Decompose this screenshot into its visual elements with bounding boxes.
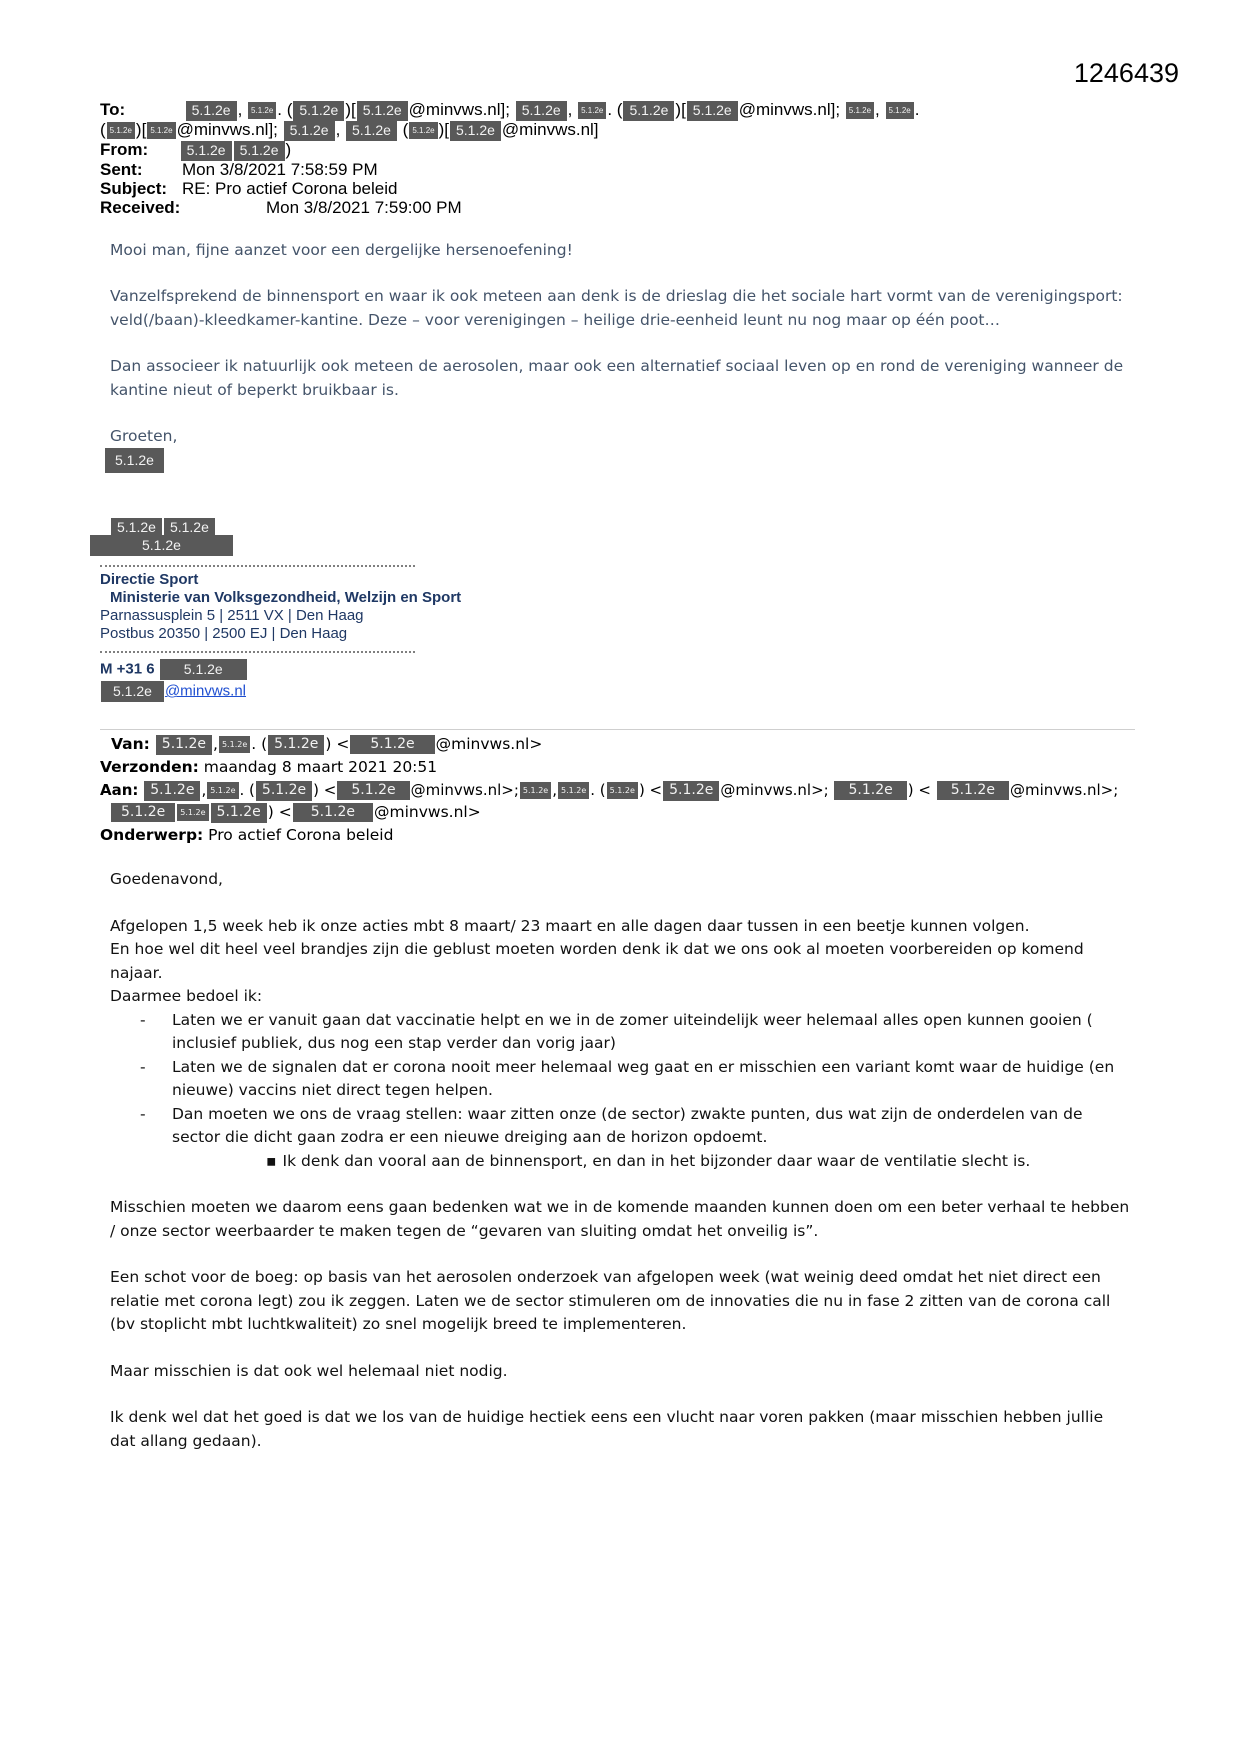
body-line: Afgelopen 1,5 week heb ik onze acties mbt 8 maart/ 23 maart en alle dagen daar tussen in een beetje kunnen volgen. [110,916,1030,935]
redaction: 5.1.2e [520,782,551,799]
redaction: 5.1.2e [234,141,285,161]
document-id: 1246439 [1073,58,1179,88]
onderwerp-line [100,824,393,847]
redaction: 5.1.2e [111,518,162,538]
signature-divider [100,651,415,653]
redaction: 5.1.2e [105,448,164,473]
redaction: 5.1.2e [293,803,373,822]
signature-dept: Directie Sport [100,571,199,588]
email-domain: @minvws.nl]; [408,100,510,119]
verzonden-line [100,756,437,779]
redaction: 5.1.2e [346,121,397,141]
greeting: Goedenavond, [110,870,223,888]
redaction: 5.1.2e [663,781,719,801]
email-domain: @minvws.nl]; [176,120,278,139]
email-domain: @minvws.nl>; [1009,781,1119,799]
redaction: 5.1.2e [144,781,200,801]
body-paragraph: Ik denk wel dat het goed is dat we los van de huidige hectiek eens een vlucht naar voren pakken (maar misschien hebben jullie dat allang gedaan). [110,1408,1104,1450]
signature-mobile [100,659,248,680]
reply-body [110,238,1130,448]
message-separator [100,729,1135,730]
body-paragraph: Een schot voor de boeg: op basis van het aerosolen onderzoek van afgelopen week (wat weinig deed omdat het niet direct een relatie met corona legt) zou ik zeggen. Laten we de sector stimuleren om de innovaties die nu in fase 2 zitten van de corona call (bv stoplicht mbt luchtkwaliteit) zo snel mogelijk breed te implementeren. [110,1268,1111,1333]
list-item: - Laten we de signalen dat er corona nooit meer helemaal weg gaat en er misschien een variant komt waar de huidige (en nieuwe) vaccins niet direct tegen helpen. [110,1056,1130,1103]
received-label: Received: [100,198,181,217]
body-paragraph: Misschien moeten we daarom eens gaan bedenken wat we in de komende maanden kunnen doen om een beter verhaal te hebben / onze sector weerbaarder te maken tegen de “gevaren van sluiting omdat het onveilig is”. [110,1198,1130,1240]
redaction: 5.1.2e [207,782,238,799]
redaction: 5.1.2e [607,782,638,799]
aan-line: Aan: 5.1.2e , 5.1.2e . ( 5.1.2e ) < 5.1.2e @minvws.nl>; 5.1.2e , 5.1.2e . ( 5.1.2e ) < 5.1.2e @minvws.nl>; 5.1.2e ) < 5.1.2e @minvws.nl>; [100,781,1119,799]
sent-label: Sent: [100,160,143,179]
received-line [100,198,462,218]
sent-value: Mon 3/8/2021 7:58:59 PM [182,160,378,179]
to-line-2: ( 5.1.2e )[ 5.1.2e @minvws.nl]; 5.1.2e , 5.1.2e ( 5.1.2e )[ 5.1.2e @minvws.nl] [100,120,599,139]
redaction: 5.1.2e [90,535,233,556]
redaction: 5.1.2e [284,121,335,141]
redaction: 5.1.2e [186,101,237,121]
redaction: 5.1.2e [101,681,164,702]
subject-line [100,179,397,199]
signature-block [100,571,461,643]
verzonden-value: maandag 8 maart 2021 20:51 [203,758,438,776]
redaction: 5.1.2e [623,101,674,121]
reply-paragraph: Mooi man, fijne aanzet voor een dergelijke hersenoefening! [110,241,573,259]
onderwerp-value: Pro actief Corona beleid [208,826,394,844]
signature-address-2: Postbus 20350 | 2500 EJ | Den Haag [100,625,348,642]
van-label: Van: [111,735,150,753]
redaction: 5.1.2e [219,736,250,753]
redaction: 5.1.2e [111,803,175,822]
reply-paragraph: Vanzelfsprekend de binnensport en waar ik ook meteen aan denk is de drieslag die het sociale hart vormt van de verenigingsport: veld(/baan)-kleedkamer-kantine. Deze – voor verenigingen – heilige drie-eenheid leunt nu nog maar op één poot… [110,287,1123,329]
reply-closing: Groeten, [110,427,178,445]
bullet-list [110,1009,1130,1150]
redaction: 5.1.2e [177,804,208,821]
redaction: 5.1.2e [450,121,501,141]
email-domain: @minvws.nl>; [410,781,519,799]
redaction: 5.1.2e [160,659,247,680]
redaction: 5.1.2e [687,101,738,121]
redaction: 5.1.2e [107,122,135,139]
verzonden-label: Verzonden: [100,758,199,776]
from-line: From: 5.1.2e 5.1.2e ) [100,140,292,159]
redaction: 5.1.2e [516,101,567,121]
subject-value: RE: Pro actief Corona beleid [182,179,398,198]
redaction: 5.1.2e [846,102,874,119]
redaction: 5.1.2e [211,803,267,823]
aan-label: Aan: [100,781,139,799]
email-domain: @minvws.nl>; [720,781,829,799]
sub-list-item: ▪ Ik denk dan vooral aan de binnensport, en dan in het bijzonder daar waar de ventilatie slecht is. [266,1150,1130,1174]
original-body [110,868,1130,1476]
received-value: Mon 3/8/2021 7:59:00 PM [266,198,462,217]
redaction: 5.1.2e [357,101,408,121]
redaction: 5.1.2e [147,122,175,139]
signer-redaction [104,448,165,473]
redaction: 5.1.2e [268,735,324,755]
mobile-prefix: M +31 6 [100,660,155,678]
email-domain: @minvws.nl]; [738,100,841,119]
redaction: 5.1.2e [558,782,589,799]
redaction: 5.1.2e [409,122,437,139]
body-line: Daarmee bedoel ik: [110,987,263,1005]
redaction: 5.1.2e [337,781,409,800]
redaction: 5.1.2e [350,735,434,754]
redaction: 5.1.2e [886,102,914,119]
redaction: 5.1.2e [181,141,232,161]
reply-paragraph: Dan associeer ik natuurlijk ook meteen de aerosolen, maar ook een alternatief sociaal leven op en rond de vereniging wanneer de kantine nieut of beperkt bruikbaar is. [110,357,1124,399]
sent-line [100,160,378,180]
aan-line-2: 5.1.2e 5.1.2e 5.1.2e ) < 5.1.2e @minvws.nl> [110,801,481,824]
redaction: 5.1.2e [248,102,276,119]
to-line: To: 5.1.2e , 5.1.2e . ( 5.1.2e )[ 5.1.2e @minvws.nl]; 5.1.2e , 5.1.2e . ( 5.1.2e )[ 5.1.2e @minvws.nl]; 5.1.2e , 5.1.2e . [100,100,920,119]
signature-name-redaction [89,535,234,556]
list-item: - Laten we er vanuit gaan dat vaccinatie helpt en we in de zomer uiteindelijk weer helemaal alles open kunnen gooien ( inclusief publiek, dus nog een stap verder dan vorig jaar) [110,1009,1130,1056]
signature-email [100,681,246,702]
email-domain: @minvws.nl> [435,735,543,753]
van-line: Van: 5.1.2e , 5.1.2e . ( 5.1.2e ) < 5.1.2e @minvws.nl> [111,735,543,753]
redaction: 5.1.2e [293,101,344,121]
redaction: 5.1.2e [578,102,606,119]
from-label: From: [100,140,149,159]
signature-divider [100,565,415,567]
signature-ministry: Ministerie van Volksgezondheid, Welzijn en Sport [110,589,462,606]
signature-address-1: Parnassusplein 5 | 2511 VX | Den Haag [100,607,364,624]
body-line: En hoe wel dit heel veel brandjes zijn die geblust moeten worden denk ik dat we ons ook al moeten voorbereiden op komend najaar. [110,940,1084,982]
body-paragraph: Maar misschien is dat ook wel helemaal niet nodig. [110,1361,508,1380]
to-label: To: [100,100,126,119]
subject-label: Subject: [100,179,168,198]
redaction: 5.1.2e [834,781,906,800]
onderwerp-label: Onderwerp: [100,826,204,844]
email-domain: @minvws.nl> [374,803,481,821]
redaction: 5.1.2e [937,781,1009,800]
redaction: 5.1.2e [164,518,215,538]
email-link[interactable]: @minvws.nl [164,682,247,700]
redaction: 5.1.2e [156,735,212,755]
list-item: - Dan moeten we ons de vraag stellen: waar zitten onze (de sector) zwakte punten, dus wat zijn de onderdelen van de sector die dicht gaan zodra er een nieuwe dreiging aan de horizon opdoemt. [110,1103,1130,1150]
email-domain: @minvws.nl] [501,120,599,139]
redaction: 5.1.2e [256,781,312,801]
